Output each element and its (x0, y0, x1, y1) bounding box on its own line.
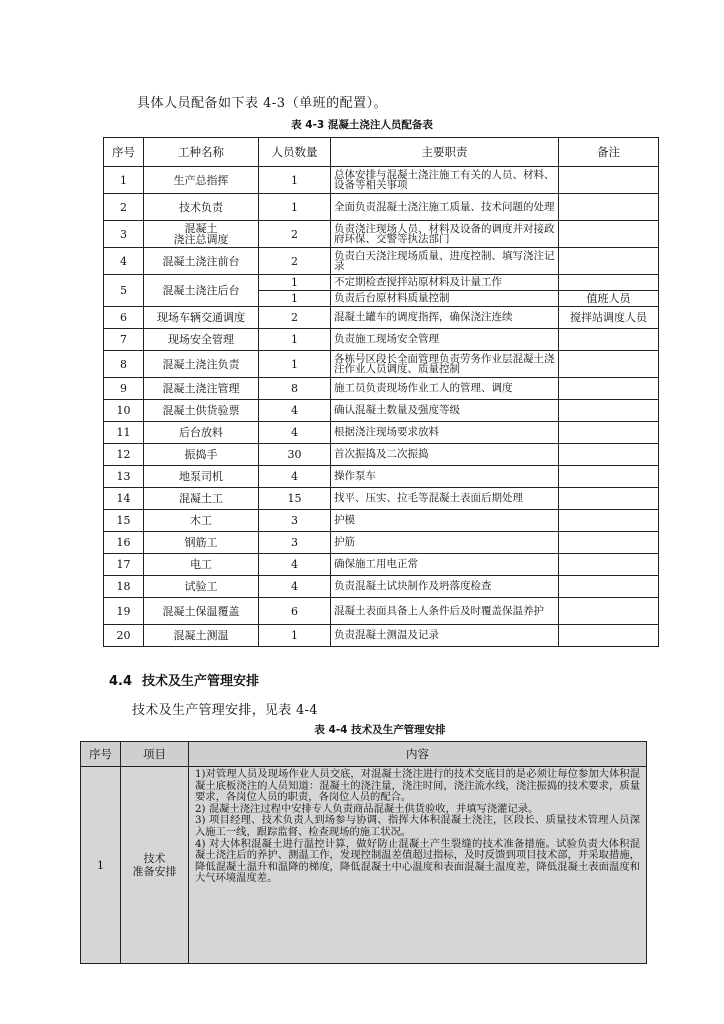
cell-note (559, 510, 659, 532)
management-table (80, 741, 647, 964)
cell-role: 电工 (144, 554, 259, 576)
table2-header-row (81, 742, 647, 767)
cell-no: 2 (104, 194, 144, 221)
cell-note (559, 221, 659, 248)
table-row (104, 510, 659, 532)
cell-duty: 施工员负责现场作业工人的管理、调度 (331, 378, 559, 400)
cell-duty: 负责白天浇注现场质量、进度控制、填写浇注记录 (331, 248, 559, 275)
cell-role: 木工 (144, 510, 259, 532)
cell-duty: 确认混凝土数量及强度等级 (331, 400, 559, 422)
intro-text: 具体人员配备如下表 4-3（单班的配置）。 (137, 96, 388, 111)
content-line: 2) 混凝土浇注过程中安排专人负责商品混凝土供货验收，并填写浇灌记录。 (195, 802, 539, 815)
cell-role: 振捣手 (144, 444, 259, 466)
t2-cell-content (189, 767, 647, 964)
table-row (104, 532, 659, 554)
header-count: 人员数量 (259, 138, 331, 167)
header-duty: 主要职责 (331, 138, 559, 167)
cell-note (559, 194, 659, 221)
cell-duty: 根据浇注现场要求放料 (331, 422, 559, 444)
cell-duty: 混凝土表面具备上人条件后及时覆盖保温养护 (331, 598, 559, 625)
cell-duty: 首次振捣及二次振捣 (331, 444, 559, 466)
cell-count: 1 (259, 625, 331, 647)
cell-duty: 总体安排与混凝土浇注施工有关的人员、材料、设备等相关事项 (331, 167, 559, 194)
table-row (104, 625, 659, 647)
cell-role: 混凝土 浇注总调度 (144, 221, 259, 248)
cell-count: 4 (259, 466, 331, 488)
cell-count: 15 (259, 488, 331, 510)
table-row (104, 351, 659, 378)
t2-header-content: 内容 (189, 742, 647, 767)
cell-no: 20 (104, 625, 144, 647)
cell-role: 现场安全管理 (144, 329, 259, 351)
cell-no: 1 (104, 167, 144, 194)
content-line: 4) 对大体积混凝土进行温控计算，做好防止混凝土产生裂缝的技术准备措施。试验负责大体积混凝土浇注后的养护、测温工作，发现控制温差值超过指标，及时反馈到项目技术部，并采取措施，降低混凝土温升和温降的梯度，降低混凝土中心温度和表面混凝土温度差，降低混凝土表面温度和大气环境温度差。 (195, 837, 640, 885)
cell-duty: 找平、压实、拉毛等混凝土表面后期处理 (331, 488, 559, 510)
cell-count: 1 (259, 167, 331, 194)
table-row (104, 194, 659, 221)
table-row (104, 248, 659, 275)
cell-duty: 负责后台原材料质量控制 (331, 291, 559, 307)
t2-header-item: 项目 (121, 742, 189, 767)
content-line: 1)对管理人员及现场作业人员交底，对混凝土浇注进行的技术交底目的是必须让每位参加大体积混凝土底板浇注的人员知道：混凝土的浇注量，浇注时间，浇注流水线，浇注振捣的技术要求，质量要求，各岗位人员的职责，各岗位人员的配合。 (195, 768, 640, 804)
cell-note (559, 422, 659, 444)
table-row (104, 400, 659, 422)
section-heading (109, 670, 259, 689)
cell-count: 2 (259, 221, 331, 248)
cell-note (559, 329, 659, 351)
cell-count: 6 (259, 598, 331, 625)
cell-duty: 负责混凝土测温及记录 (331, 625, 559, 647)
table-row (104, 307, 659, 329)
cell-role: 混凝土工 (144, 488, 259, 510)
cell-duty: 各栋号区段长全面管理负责劳务作业层混凝土浇注作业人员调度、质量控制 (331, 351, 559, 378)
cell-no: 17 (104, 554, 144, 576)
cell-no: 13 (104, 466, 144, 488)
cell-duty: 不定期检查搅拌站原材料及计量工作 (331, 275, 559, 291)
cell-role: 混凝土测温 (144, 625, 259, 647)
table-row (104, 598, 659, 625)
cell-no: 11 (104, 422, 144, 444)
cell-no: 15 (104, 510, 144, 532)
cell-note (559, 400, 659, 422)
cell-role: 生产总指挥 (144, 167, 259, 194)
cell-role: 混凝土浇注管理 (144, 378, 259, 400)
intro2-text: 技术及生产管理安排，见表 4-4 (132, 703, 318, 718)
cell-role: 地泵司机 (144, 466, 259, 488)
cell-role: 混凝土浇注前台 (144, 248, 259, 275)
cell-count: 4 (259, 576, 331, 598)
cell-count: 4 (259, 400, 331, 422)
cell-note (559, 625, 659, 647)
cell-count: 30 (259, 444, 331, 466)
cell-note (559, 351, 659, 378)
table-row (104, 444, 659, 466)
t2-cell-item: 技术 准备安排 (121, 767, 189, 964)
cell-no: 7 (104, 329, 144, 351)
cell-note (559, 275, 659, 291)
cell-no: 12 (104, 444, 144, 466)
table-row (104, 576, 659, 598)
section-number: 4.4 (109, 674, 133, 689)
cell-no: 6 (104, 307, 144, 329)
cell-count: 1 (259, 194, 331, 221)
table-row (104, 466, 659, 488)
section-title: 技术及生产管理安排 (142, 674, 260, 689)
cell-count: 3 (259, 532, 331, 554)
cell-role: 混凝土浇注负责 (144, 351, 259, 378)
cell-duty: 护模 (331, 510, 559, 532)
cell-no: 16 (104, 532, 144, 554)
cell-no: 3 (104, 221, 144, 248)
table-4-4-caption: 表 4-4 技术及生产管理安排 (314, 724, 446, 736)
cell-role: 后台放料 (144, 422, 259, 444)
cell-no: 14 (104, 488, 144, 510)
table-row (104, 167, 659, 194)
cell-duty: 负责浇注现场人员、材料及设备的调度并对接政府环保、交警等执法部门 (331, 221, 559, 248)
cell-note (559, 466, 659, 488)
cell-role: 混凝土浇注后台 (144, 275, 259, 307)
cell-no: 8 (104, 351, 144, 378)
table-row (104, 221, 659, 248)
cell-count: 2 (259, 307, 331, 329)
cell-role: 试验工 (144, 576, 259, 598)
cell-duty: 护筋 (331, 532, 559, 554)
cell-role: 混凝土保温覆盖 (144, 598, 259, 625)
cell-no: 5 (104, 275, 144, 307)
cell-no: 10 (104, 400, 144, 422)
cell-note (559, 378, 659, 400)
cell-role: 现场车辆交通调度 (144, 307, 259, 329)
cell-role: 技术负责 (144, 194, 259, 221)
cell-no: 18 (104, 576, 144, 598)
header-no: 序号 (104, 138, 144, 167)
cell-count: 1 (259, 291, 331, 307)
cell-role: 混凝土供货验票 (144, 400, 259, 422)
table2-row (81, 767, 647, 964)
cell-count: 1 (259, 329, 331, 351)
table-row (104, 554, 659, 576)
staffing-table (103, 137, 659, 647)
cell-role: 钢筋工 (144, 532, 259, 554)
table-row (104, 422, 659, 444)
cell-note (559, 554, 659, 576)
cell-duty: 全面负责混凝土浇注施工质量、技术问题的处理 (331, 194, 559, 221)
cell-note (559, 598, 659, 625)
table-row (104, 488, 659, 510)
cell-count: 1 (259, 351, 331, 378)
cell-no: 9 (104, 378, 144, 400)
cell-no: 4 (104, 248, 144, 275)
cell-count: 3 (259, 510, 331, 532)
cell-note: 搅拌站调度人员 (559, 307, 659, 329)
header-note: 备注 (559, 138, 659, 167)
cell-duty: 混凝土罐车的调度指挥，确保浇注连续 (331, 307, 559, 329)
cell-note (559, 488, 659, 510)
cell-note (559, 532, 659, 554)
t2-cell-no: 1 (81, 767, 121, 964)
table-row (104, 275, 659, 291)
table-row (104, 378, 659, 400)
cell-count: 4 (259, 422, 331, 444)
table-4-3-caption: 表 4-3 混凝土浇注人员配备表 (291, 119, 433, 131)
cell-note (559, 444, 659, 466)
cell-no: 19 (104, 598, 144, 625)
cell-note (559, 167, 659, 194)
table-header-row (104, 138, 659, 167)
cell-count: 4 (259, 554, 331, 576)
t2-header-no: 序号 (81, 742, 121, 767)
cell-note (559, 576, 659, 598)
cell-duty: 确保施工用电正常 (331, 554, 559, 576)
cell-note: 值班人员 (559, 291, 659, 307)
cell-note (559, 248, 659, 275)
cell-count: 2 (259, 248, 331, 275)
content-line: 3) 项目经理、技术负责人到场参与协调、指挥大体积混凝土浇注，区段长、质量技术管理人员深入施工一线，跟踪监督、检查现场的施工状况。 (195, 814, 640, 838)
header-role: 工种名称 (144, 138, 259, 167)
cell-count: 1 (259, 275, 331, 291)
cell-duty: 操作泵车 (331, 466, 559, 488)
cell-duty: 负责混凝土试块制作及坍落度检查 (331, 576, 559, 598)
table-row (104, 329, 659, 351)
cell-count: 8 (259, 378, 331, 400)
cell-duty: 负责施工现场安全管理 (331, 329, 559, 351)
